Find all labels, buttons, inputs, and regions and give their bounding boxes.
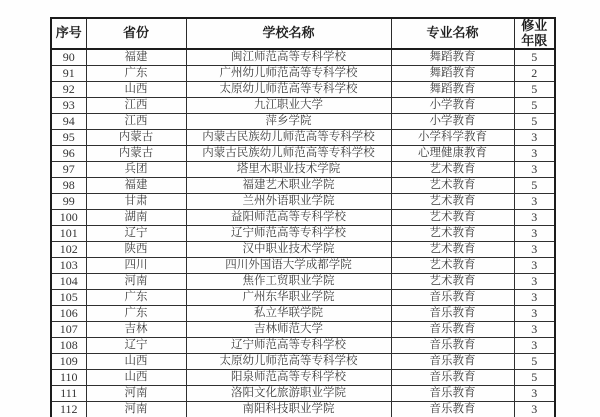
cell-school-name: 辽宁师范高等专科学校 [186, 226, 391, 242]
cell-index: 95 [51, 130, 86, 146]
cell-duration: 3 [514, 306, 555, 322]
table-row [51, 338, 555, 354]
cell-school-name: 闽江师范高等专科学校 [186, 49, 391, 66]
cell-province: 辽宁 [86, 338, 186, 354]
cell-major-name: 艺术教育 [391, 210, 514, 226]
cell-index: 100 [51, 210, 86, 226]
cell-index: 90 [51, 49, 86, 66]
cell-duration: 3 [514, 290, 555, 306]
cell-major-name: 小学教育 [391, 114, 514, 130]
cell-school-name: 益阳师范高等专科学校 [186, 210, 391, 226]
cell-duration: 5 [514, 114, 555, 130]
cell-index: 92 [51, 82, 86, 98]
cell-province: 广东 [86, 66, 186, 82]
cell-school-name: 洛阳文化旅游职业学院 [186, 386, 391, 402]
cell-school-name: 广州东华职业学院 [186, 290, 391, 306]
cell-major-name: 音乐教育 [391, 354, 514, 370]
cell-duration: 5 [514, 178, 555, 194]
cell-index: 91 [51, 66, 86, 82]
table-row [51, 242, 555, 258]
cell-school-name: 兰州外语职业学院 [186, 194, 391, 210]
cell-school-name: 辽宁师范高等专科学校 [186, 338, 391, 354]
table-body [51, 49, 555, 417]
cell-major-name: 艺术教育 [391, 274, 514, 290]
cell-index: 94 [51, 114, 86, 130]
cell-school-name: 阳泉师范高等专科学校 [186, 370, 391, 386]
table-row [51, 274, 555, 290]
cell-province: 内蒙古 [86, 130, 186, 146]
cell-province: 江西 [86, 114, 186, 130]
cell-duration: 5 [514, 82, 555, 98]
table-row [51, 322, 555, 338]
cell-duration: 3 [514, 274, 555, 290]
table-row [51, 66, 555, 82]
table-header [51, 18, 555, 49]
cell-school-name: 九江职业大学 [186, 98, 391, 114]
cell-school-name: 内蒙古民族幼儿师范高等专科学校 [186, 146, 391, 162]
cell-school-name: 萍乡学院 [186, 114, 391, 130]
cell-province: 陕西 [86, 242, 186, 258]
cell-index: 109 [51, 354, 86, 370]
table-row [51, 210, 555, 226]
cell-major-name: 音乐教育 [391, 370, 514, 386]
table-row [51, 178, 555, 194]
cell-duration: 5 [514, 370, 555, 386]
cell-major-name: 音乐教育 [391, 322, 514, 338]
cell-major-name: 艺术教育 [391, 162, 514, 178]
cell-school-name: 太原幼儿师范高等专科学校 [186, 354, 391, 370]
cell-school-name: 太原幼儿师范高等专科学校 [186, 82, 391, 98]
cell-major-name: 艺术教育 [391, 226, 514, 242]
cell-province: 河南 [86, 386, 186, 402]
cell-province: 甘肃 [86, 194, 186, 210]
cell-index: 107 [51, 322, 86, 338]
table-row [51, 354, 555, 370]
cell-index: 97 [51, 162, 86, 178]
cell-major-name: 舞蹈教育 [391, 82, 514, 98]
cell-index: 110 [51, 370, 86, 386]
cell-school-name: 广州幼儿师范高等专科学校 [186, 66, 391, 82]
cell-duration: 5 [514, 49, 555, 66]
cell-duration: 3 [514, 338, 555, 354]
cell-province: 福建 [86, 178, 186, 194]
cell-duration: 3 [514, 242, 555, 258]
table-row [51, 146, 555, 162]
cell-province: 广东 [86, 290, 186, 306]
cell-duration: 3 [514, 402, 555, 417]
cell-index: 106 [51, 306, 86, 322]
cell-duration: 3 [514, 130, 555, 146]
cell-duration: 3 [514, 386, 555, 402]
cell-school-name: 吉林师范大学 [186, 322, 391, 338]
cell-duration: 5 [514, 98, 555, 114]
table-header-row [51, 18, 555, 49]
cell-index: 98 [51, 178, 86, 194]
cell-major-name: 音乐教育 [391, 306, 514, 322]
cell-major-name: 音乐教育 [391, 290, 514, 306]
cell-province: 山西 [86, 82, 186, 98]
cell-duration: 5 [514, 354, 555, 370]
cell-index: 93 [51, 98, 86, 114]
cell-index: 103 [51, 258, 86, 274]
cell-major-name: 心理健康教育 [391, 146, 514, 162]
table-row [51, 114, 555, 130]
cell-school-name: 私立华联学院 [186, 306, 391, 322]
table-row [51, 130, 555, 146]
cell-index: 108 [51, 338, 86, 354]
table-row [51, 402, 555, 417]
cell-major-name: 音乐教育 [391, 338, 514, 354]
cell-major-name: 舞蹈教育 [391, 49, 514, 66]
cell-index: 102 [51, 242, 86, 258]
cell-duration: 3 [514, 194, 555, 210]
cell-index: 99 [51, 194, 86, 210]
table-row [51, 306, 555, 322]
cell-duration: 3 [514, 322, 555, 338]
cell-school-name: 汉中职业技术学院 [186, 242, 391, 258]
cell-major-name: 小学教育 [391, 98, 514, 114]
cell-major-name: 艺术教育 [391, 194, 514, 210]
cell-province: 广东 [86, 306, 186, 322]
table-row [51, 386, 555, 402]
table-row [51, 162, 555, 178]
cell-index: 112 [51, 402, 86, 417]
cell-school-name: 福建艺术职业学院 [186, 178, 391, 194]
column-header-duration: 修业年限 [514, 18, 555, 49]
table-row [51, 290, 555, 306]
table-row [51, 370, 555, 386]
school-table [50, 17, 556, 417]
cell-index: 111 [51, 386, 86, 402]
cell-school-name: 焦作工贸职业学院 [186, 274, 391, 290]
cell-school-name: 内蒙古民族幼儿师范高等专科学校 [186, 130, 391, 146]
cell-province: 兵团 [86, 162, 186, 178]
cell-province: 吉林 [86, 322, 186, 338]
cell-province: 山西 [86, 354, 186, 370]
cell-school-name: 四川外国语大学成都学院 [186, 258, 391, 274]
cell-major-name: 艺术教育 [391, 242, 514, 258]
cell-duration: 3 [514, 210, 555, 226]
cell-province: 河南 [86, 402, 186, 417]
cell-duration: 3 [514, 146, 555, 162]
cell-province: 辽宁 [86, 226, 186, 242]
cell-province: 江西 [86, 98, 186, 114]
cell-duration: 3 [514, 258, 555, 274]
table-row [51, 49, 555, 66]
cell-major-name: 音乐教育 [391, 386, 514, 402]
cell-major-name: 小学科学教育 [391, 130, 514, 146]
cell-province: 山西 [86, 370, 186, 386]
cell-province: 湖南 [86, 210, 186, 226]
cell-index: 105 [51, 290, 86, 306]
column-header-index: 序号 [51, 18, 86, 49]
table-row [51, 194, 555, 210]
cell-province: 河南 [86, 274, 186, 290]
cell-major-name: 舞蹈教育 [391, 66, 514, 82]
cell-major-name: 音乐教育 [391, 402, 514, 417]
column-header-province: 省份 [86, 18, 186, 49]
table-row [51, 82, 555, 98]
table-row [51, 226, 555, 242]
cell-major-name: 艺术教育 [391, 178, 514, 194]
cell-duration: 3 [514, 226, 555, 242]
column-header-school-name: 学校名称 [186, 18, 391, 49]
table-row [51, 98, 555, 114]
cell-major-name: 艺术教育 [391, 258, 514, 274]
cell-duration: 3 [514, 162, 555, 178]
cell-duration: 2 [514, 66, 555, 82]
cell-index: 101 [51, 226, 86, 242]
cell-index: 96 [51, 146, 86, 162]
column-header-major-name: 专业名称 [391, 18, 514, 49]
cell-province: 四川 [86, 258, 186, 274]
cell-index: 104 [51, 274, 86, 290]
table-row [51, 258, 555, 274]
cell-province: 内蒙古 [86, 146, 186, 162]
cell-school-name: 塔里木职业技术学院 [186, 162, 391, 178]
cell-school-name: 南阳科技职业学院 [186, 402, 391, 417]
cell-province: 福建 [86, 49, 186, 66]
